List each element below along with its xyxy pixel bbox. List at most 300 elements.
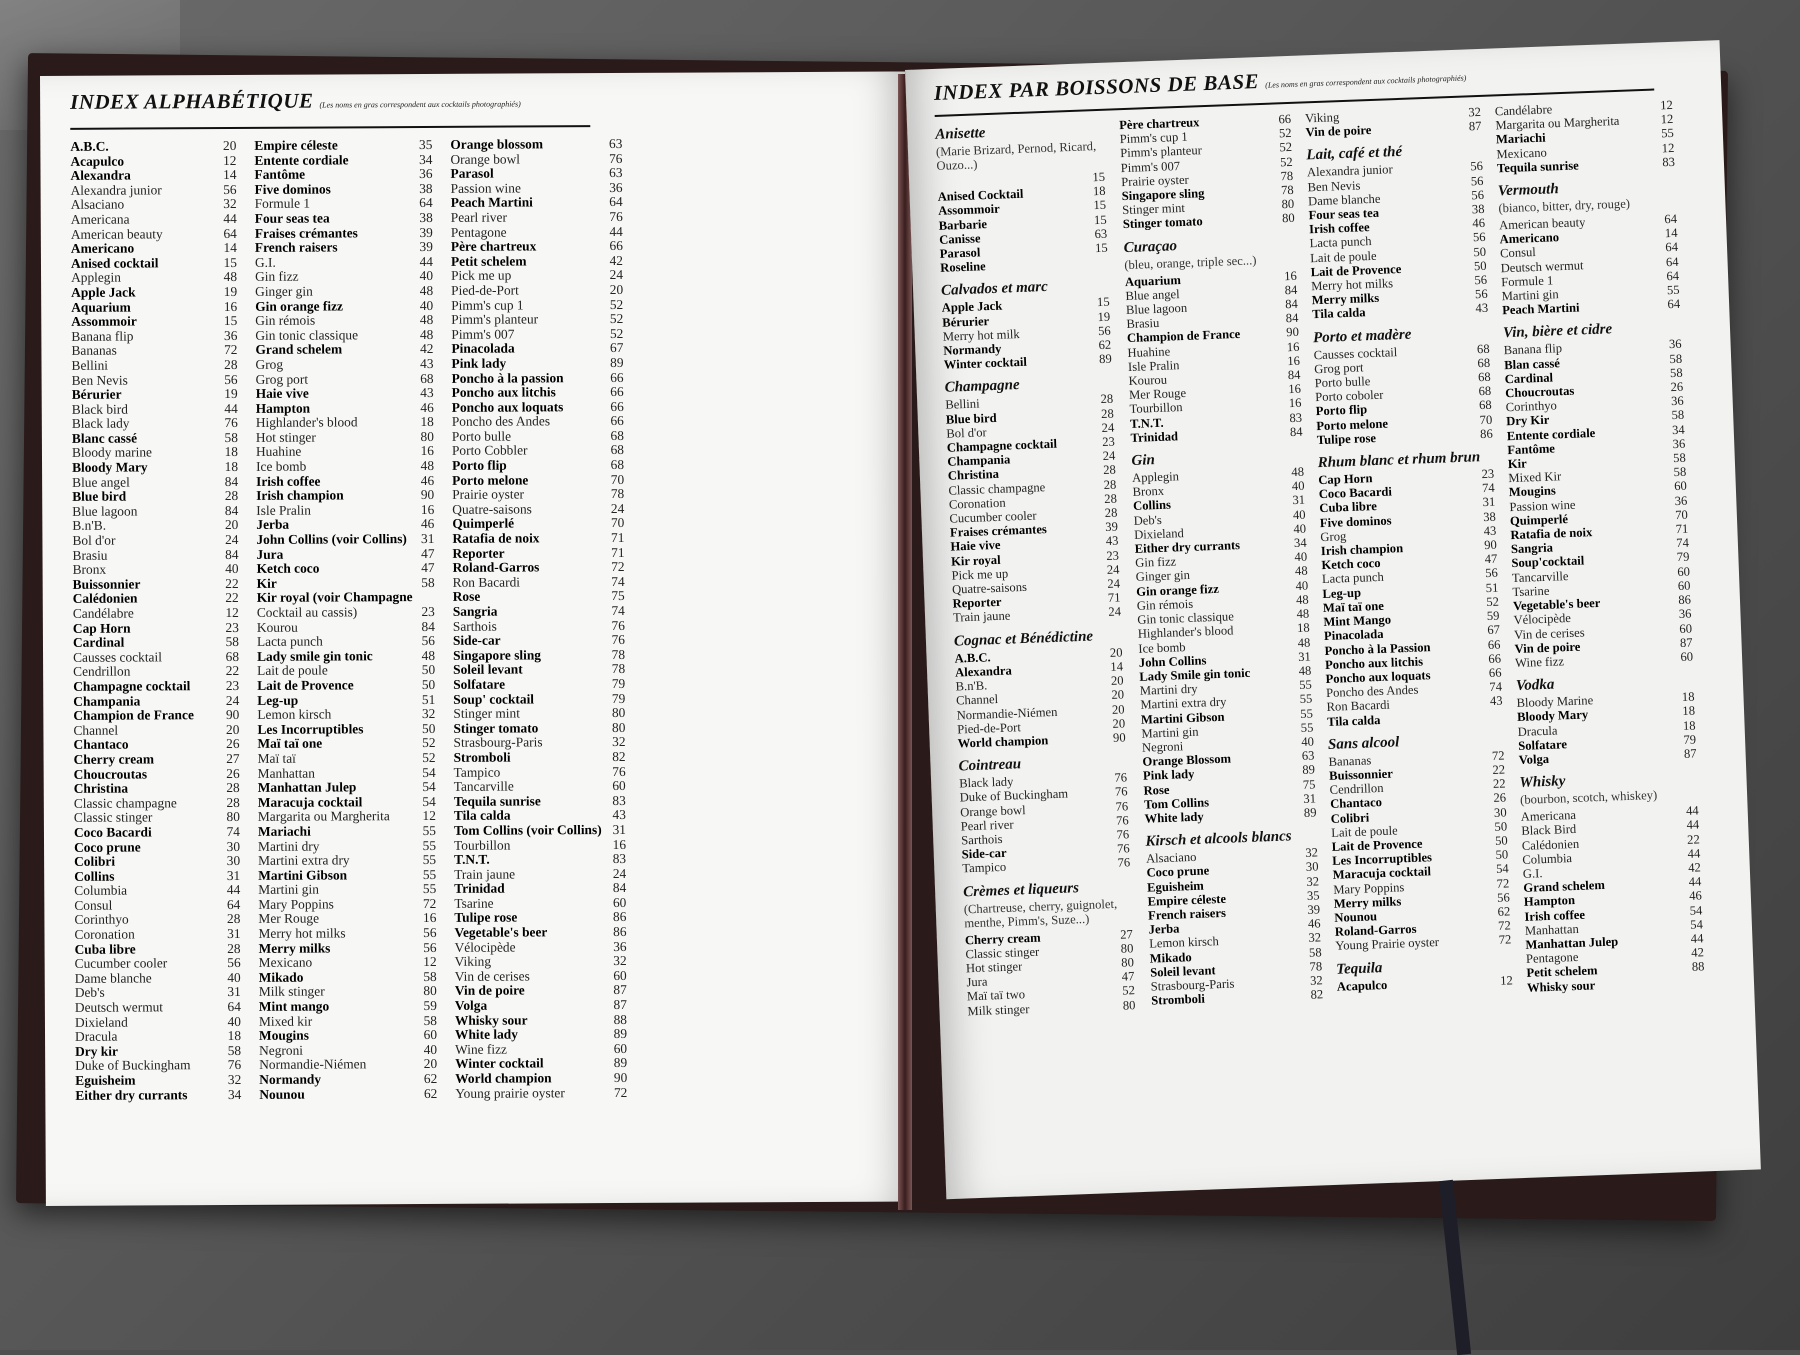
entry-name: Collins bbox=[74, 869, 114, 884]
entry-name: Candélabre bbox=[1495, 102, 1553, 118]
entry-page-number: 48 bbox=[1297, 635, 1310, 650]
entry-page-number: 40 bbox=[1293, 507, 1306, 522]
entry-name: Mariachi bbox=[258, 824, 311, 839]
entry-page-number: 80 bbox=[420, 430, 433, 445]
entry-page-number: 16 bbox=[1288, 382, 1301, 397]
entry-name: Young Prairie oyster bbox=[1335, 935, 1439, 953]
entry-page-number: 19 bbox=[1097, 309, 1110, 324]
index-entry bbox=[255, 269, 433, 285]
entry-name: Mougins bbox=[1509, 484, 1556, 500]
entry-page-number: 52 bbox=[422, 751, 435, 766]
entry-name: Americano bbox=[71, 242, 134, 257]
entry-page-number: 16 bbox=[1287, 354, 1300, 369]
index-entry bbox=[259, 984, 437, 1000]
entry-name: Père chartreux bbox=[451, 240, 536, 255]
entry-name: Pentagone bbox=[1526, 950, 1579, 966]
entry-page-number: 76 bbox=[612, 764, 625, 779]
entry-name: Cap Horn bbox=[73, 621, 131, 636]
entry-page-number: 15 bbox=[1097, 295, 1110, 310]
index-entry bbox=[72, 460, 238, 475]
entry-name: Tourbillon bbox=[1129, 401, 1182, 417]
entry-name: Eguisheim bbox=[75, 1074, 135, 1089]
entry-name: Coronation bbox=[74, 928, 134, 943]
section-title: Sans alcool bbox=[1328, 728, 1505, 754]
entry-name: Normandie-Niémen bbox=[259, 1058, 366, 1073]
entry-page-number: 58 bbox=[1309, 945, 1322, 960]
entry-page-number: 48 bbox=[420, 284, 433, 299]
entry-name: Pimm's cup 1 bbox=[451, 298, 523, 313]
entry-page-number: 20 bbox=[1112, 716, 1125, 731]
entry-name: Champania bbox=[73, 694, 140, 709]
index-entry bbox=[73, 606, 239, 621]
index-entry bbox=[71, 270, 237, 285]
index-entry bbox=[454, 823, 626, 838]
entry-name: Roland-Garros bbox=[453, 561, 540, 576]
entry-page-number: 71 bbox=[611, 531, 624, 546]
entry-name: Train jaune bbox=[953, 609, 1011, 625]
entry-page-number: 23 bbox=[1106, 548, 1119, 563]
entry-name: Corinthyo bbox=[74, 913, 128, 928]
index-section bbox=[1131, 445, 1317, 826]
entry-page-number: 35 bbox=[419, 138, 432, 153]
entry-name: Collins bbox=[1133, 498, 1171, 514]
entry-page-number: 64 bbox=[419, 196, 432, 211]
index-entry bbox=[259, 970, 437, 986]
index-entry bbox=[71, 197, 237, 212]
index-entry bbox=[258, 897, 436, 913]
entry-page-number: 15 bbox=[224, 314, 237, 329]
entry-page-number: 22 bbox=[225, 591, 238, 606]
index-entry bbox=[72, 387, 238, 402]
entry-page-number: 18 bbox=[1683, 718, 1696, 733]
entry-name: Poncho aux litchis bbox=[1325, 654, 1423, 672]
index-entry bbox=[452, 487, 624, 502]
entry-name: Normandie-Niémen bbox=[956, 704, 1057, 722]
entry-name: Grand schelem bbox=[1523, 878, 1605, 895]
index-section bbox=[1497, 175, 1680, 318]
entry-name: French raisers bbox=[1148, 906, 1226, 923]
entry-name: Chantaco bbox=[1330, 795, 1382, 811]
entry-name: Bronx bbox=[1132, 484, 1164, 499]
section-title: Vodka bbox=[1516, 670, 1695, 697]
entry-page-number: 14 bbox=[1665, 226, 1678, 241]
entry-page-number: 42 bbox=[420, 342, 433, 357]
entry-page-number: 74 bbox=[227, 825, 240, 840]
index-entry bbox=[255, 255, 433, 271]
entry-name: Highlander's blood bbox=[1138, 624, 1234, 642]
entry-name: Roland-Garros bbox=[1335, 922, 1417, 939]
section-title: Tequila bbox=[1336, 953, 1513, 979]
entry-page-number: 44 bbox=[1686, 804, 1699, 819]
entry-name: Channel bbox=[956, 692, 998, 708]
entry-page-number: 43 bbox=[1475, 301, 1488, 316]
section-title: Kirsch et alcools blancs bbox=[1145, 826, 1318, 852]
entry-page-number: 30 bbox=[227, 839, 240, 854]
section-title: Rhum blanc et rhum brun bbox=[1317, 447, 1494, 473]
entry-page-number: 56 bbox=[422, 634, 435, 649]
entry-page-number: 19 bbox=[224, 387, 237, 402]
entry-name: Black bird bbox=[72, 402, 128, 417]
index-entry bbox=[255, 342, 433, 358]
entry-name: Vin de poire bbox=[1514, 639, 1580, 656]
entry-page-number: 68 bbox=[1477, 356, 1490, 371]
entry-name: Kir bbox=[257, 577, 277, 592]
entry-name: Vegetable's beer bbox=[454, 925, 547, 940]
entry-page-number: 18 bbox=[225, 445, 238, 460]
entry-page-number: 64 bbox=[1666, 254, 1679, 269]
entry-name bbox=[937, 176, 938, 190]
entry-name: Cardinal bbox=[73, 636, 124, 651]
entry-name: Bloody Mary bbox=[1517, 708, 1588, 725]
entry-page-number: 48 bbox=[1296, 592, 1309, 607]
entry-name: Singapore sling bbox=[1122, 186, 1205, 203]
index-entry bbox=[452, 531, 624, 546]
index-entry bbox=[255, 298, 433, 314]
entry-name: Entente cordiale bbox=[254, 153, 348, 168]
entry-name: Acapulco bbox=[1337, 978, 1388, 994]
entry-name: Classic stinger bbox=[74, 811, 153, 826]
entry-name: Pinacolada bbox=[451, 342, 514, 357]
index-entry bbox=[454, 764, 626, 779]
entry-name: Solfatare bbox=[1518, 737, 1567, 753]
entry-page-number: 62 bbox=[424, 1087, 437, 1102]
entry-name: Porto melone bbox=[452, 473, 528, 488]
entry-name: Pick me up bbox=[451, 269, 511, 284]
entry-name: Ratafia de noix bbox=[1510, 525, 1592, 542]
entry-name: Alexandra bbox=[70, 169, 130, 184]
index-section bbox=[1328, 728, 1512, 953]
entry-name: Irish coffee bbox=[1524, 907, 1585, 923]
entry-name: Hot stinger bbox=[256, 430, 316, 445]
entry-page-number: 52 bbox=[1486, 594, 1499, 609]
index-entry bbox=[254, 167, 432, 183]
entry-name: Tancarville bbox=[454, 780, 514, 795]
index-entry bbox=[257, 561, 435, 577]
entry-name: B.n'B. bbox=[955, 678, 987, 693]
entry-page-number: 60 bbox=[1680, 649, 1693, 664]
index-entry bbox=[71, 314, 237, 329]
entry-name: Mint Mango bbox=[1323, 613, 1391, 630]
index-entry bbox=[75, 1088, 241, 1103]
index-entry bbox=[71, 300, 237, 315]
entry-page-number: 46 bbox=[1689, 889, 1702, 904]
index-entry bbox=[255, 211, 433, 227]
entry-name: Bérurier bbox=[72, 388, 122, 403]
entry-name: Bol d'or bbox=[946, 425, 987, 441]
entry-page-number: 56 bbox=[224, 372, 237, 387]
index-entry bbox=[451, 268, 623, 283]
entry-page-number: 78 bbox=[1280, 169, 1293, 184]
entry-page-number: 70 bbox=[611, 473, 624, 488]
index-column bbox=[254, 138, 437, 1102]
index-entry bbox=[455, 1013, 627, 1028]
entry-name: Blue lagoon bbox=[72, 504, 137, 519]
entry-name: Tequila sunrise bbox=[454, 794, 541, 809]
entry-name: Ron Bacardi bbox=[453, 575, 520, 590]
index-entry bbox=[257, 693, 435, 709]
entry-page-number: 50 bbox=[1473, 244, 1486, 259]
entry-page-number: 20 bbox=[226, 723, 239, 738]
index-entry bbox=[450, 152, 622, 167]
index-entry bbox=[255, 240, 433, 256]
entry-name: Porto flip bbox=[1316, 403, 1368, 419]
entry-name: Volga bbox=[1518, 752, 1549, 767]
index-entry bbox=[73, 723, 239, 738]
entry-page-number: 40 bbox=[1293, 521, 1306, 536]
entry-name: Haie vive bbox=[256, 387, 309, 402]
entry-page-number: 44 bbox=[224, 402, 237, 417]
entry-name: Blue bird bbox=[72, 490, 126, 505]
entry-page-number: 28 bbox=[225, 489, 238, 504]
index-entry bbox=[452, 473, 624, 488]
entry-name: Ben Nevis bbox=[1307, 178, 1360, 194]
entry-page-number: 66 bbox=[610, 400, 623, 415]
entry-name: French raisers bbox=[255, 241, 338, 256]
entry-page-number: 80 bbox=[1120, 941, 1133, 956]
index-entry bbox=[256, 371, 434, 387]
entry-page-number: 32 bbox=[612, 735, 625, 750]
entry-page-number: 55 bbox=[1299, 678, 1312, 693]
entry-page-number: 74 bbox=[611, 575, 624, 590]
entry-name: Lacta punch bbox=[1322, 570, 1384, 586]
entry-name: Normandy bbox=[943, 342, 1002, 358]
entry-name: T.N.T. bbox=[454, 853, 490, 868]
entry-page-number: 50 bbox=[1495, 848, 1508, 863]
index-entry bbox=[72, 504, 238, 519]
entry-page-number: 23 bbox=[225, 621, 238, 636]
entry-page-number: 32 bbox=[422, 707, 435, 722]
entry-page-number: 47 bbox=[421, 561, 434, 576]
entry-name: Mexicano bbox=[1496, 145, 1547, 161]
entry-name: Stromboli bbox=[454, 750, 511, 765]
entry-name: Grog bbox=[255, 358, 283, 373]
entry-name: Sangria bbox=[453, 605, 498, 620]
entry-page-number: 36 bbox=[419, 167, 432, 182]
entry-page-number: 32 bbox=[1468, 105, 1481, 120]
entry-name: Porto flip bbox=[452, 459, 507, 474]
entry-page-number: 84 bbox=[1285, 297, 1298, 312]
entry-page-number: 46 bbox=[420, 401, 433, 416]
entry-page-number: 22 bbox=[225, 577, 238, 592]
entry-page-number: 60 bbox=[1674, 479, 1687, 494]
entry-name: Kourou bbox=[1128, 373, 1167, 389]
entry-name: Canisse bbox=[939, 231, 981, 247]
entry-name: Rose bbox=[453, 590, 481, 605]
entry-name: Poncho des Andes bbox=[1326, 683, 1419, 701]
entry-name: Champion de France bbox=[1127, 327, 1241, 345]
entry-name: Petit schelem bbox=[1526, 964, 1597, 981]
entry-page-number: 40 bbox=[1292, 479, 1305, 494]
entry-name: Negroni bbox=[1142, 739, 1184, 755]
entry-page-number: 72 bbox=[224, 343, 237, 358]
entry-page-number: 14 bbox=[223, 168, 236, 183]
entry-page-number: 20 bbox=[1110, 645, 1123, 660]
index-column bbox=[1494, 92, 1705, 995]
index-entry bbox=[73, 737, 239, 752]
entry-name: Poncho aux loquats bbox=[452, 400, 564, 415]
entry-name: Cardinal bbox=[1504, 370, 1553, 386]
entry-name: Cucumber cooler bbox=[949, 509, 1037, 526]
entry-name: Dame blanche bbox=[75, 971, 152, 986]
index-entry bbox=[73, 650, 239, 665]
entry-name: Grand schelem bbox=[255, 343, 342, 358]
entry-page-number: 20 bbox=[223, 139, 236, 154]
index-column bbox=[935, 113, 1136, 1018]
entry-name: Channel bbox=[73, 723, 118, 738]
entry-name: Calédonien bbox=[73, 592, 138, 607]
entry-name: Deutsch wermut bbox=[1500, 258, 1583, 275]
index-entry bbox=[71, 212, 237, 227]
entry-name: Nounou bbox=[1334, 909, 1377, 925]
index-entry bbox=[74, 752, 240, 767]
entry-page-number: 87 bbox=[613, 998, 626, 1013]
entry-page-number: 40 bbox=[1295, 578, 1308, 593]
entry-name: Martini dry bbox=[1140, 682, 1198, 698]
entry-name: Maï taï two bbox=[967, 988, 1026, 1004]
entry-name: Leg-up bbox=[257, 693, 298, 708]
entry-name: Les Incorruptibles bbox=[257, 722, 363, 737]
section-title: Calvados et marc bbox=[941, 275, 1110, 301]
entry-name: Champion de France bbox=[73, 708, 194, 723]
entry-name: Hampton bbox=[1524, 893, 1576, 909]
entry-page-number: 12 bbox=[423, 955, 436, 970]
entry-name: Vin de cerises bbox=[1514, 625, 1585, 642]
index-entry bbox=[454, 837, 626, 852]
entry-page-number: 19 bbox=[224, 285, 237, 300]
entry-page-number: 60 bbox=[612, 779, 625, 794]
entry-name: Maï taï one bbox=[257, 737, 322, 752]
entry-page-number: 66 bbox=[1488, 637, 1501, 652]
entry-name: Manhattan bbox=[1525, 922, 1579, 938]
entry-page-number: 58 bbox=[423, 970, 436, 985]
entry-page-number: 68 bbox=[226, 650, 239, 665]
entry-page-number: 90 bbox=[1286, 325, 1299, 340]
entry-name: Dry kir bbox=[75, 1044, 118, 1059]
entry-name: Martini dry bbox=[258, 839, 319, 854]
entry-name: Tila calda bbox=[454, 809, 511, 824]
index-entry bbox=[256, 415, 434, 431]
entry-name: Mint mango bbox=[259, 1000, 329, 1015]
index-entry bbox=[455, 969, 627, 984]
entry-name: Tancarville bbox=[1512, 569, 1569, 585]
entry-page-number: 79 bbox=[612, 692, 625, 707]
entry-page-number: 12 bbox=[1660, 98, 1673, 113]
index-section bbox=[1317, 447, 1503, 729]
entry-page-number: 46 bbox=[421, 474, 434, 489]
entry-name: Manhattan bbox=[258, 766, 315, 781]
entry-name: Margarita ou Margherita bbox=[258, 809, 390, 824]
entry-name: Poncho des Andes bbox=[452, 415, 550, 430]
entry-name: Duke of Buckingham bbox=[75, 1059, 190, 1074]
entry-page-number: 72 bbox=[1498, 919, 1511, 934]
entry-page-number: 66 bbox=[1278, 112, 1291, 127]
entry-page-number: 58 bbox=[226, 635, 239, 650]
left-title-text: INDEX ALPHABÉTIQUE bbox=[70, 89, 313, 114]
entry-page-number: 55 bbox=[1301, 720, 1314, 735]
index-entry bbox=[453, 619, 625, 634]
entry-name: Pink lady bbox=[1143, 767, 1195, 783]
entry-name: Hampton bbox=[256, 401, 310, 416]
entry-page-number: 72 bbox=[423, 897, 436, 912]
entry-page-number: 56 bbox=[1475, 287, 1488, 302]
entry-page-number: 60 bbox=[1678, 578, 1691, 593]
entry-page-number: 20 bbox=[1112, 702, 1125, 717]
entry-page-number: 86 bbox=[613, 925, 626, 940]
entry-name: Stinger tomato bbox=[453, 721, 538, 736]
index-entry bbox=[452, 429, 624, 444]
entry-page-number: 20 bbox=[424, 1057, 437, 1072]
entry-page-number: 44 bbox=[223, 212, 236, 227]
entry-name: Porto bulle bbox=[1314, 374, 1370, 390]
index-entry bbox=[452, 385, 624, 400]
entry-page-number: 56 bbox=[1474, 273, 1487, 288]
entry-page-number: 78 bbox=[1309, 959, 1322, 974]
entry-name: Margarita ou Margherita bbox=[1495, 114, 1619, 133]
entry-page-number: 75 bbox=[1303, 777, 1316, 792]
index-entry bbox=[74, 883, 240, 898]
entry-page-number: 58 bbox=[1669, 351, 1682, 366]
entry-page-number: 88 bbox=[614, 1013, 627, 1028]
entry-name: Pimm's cup 1 bbox=[1119, 130, 1188, 147]
entry-name: Grog port bbox=[1314, 360, 1364, 376]
entry-page-number: 36 bbox=[1679, 607, 1692, 622]
index-entry bbox=[71, 285, 237, 300]
section-note: (bleu, orange, triple sec...) bbox=[1124, 251, 1296, 271]
entry-name: Jura bbox=[256, 547, 283, 562]
entry-page-number: 31 bbox=[227, 927, 240, 942]
entry-page-number: 55 bbox=[1300, 706, 1313, 721]
entry-page-number: 16 bbox=[421, 444, 434, 459]
entry-page-number: 48 bbox=[1295, 564, 1308, 579]
entry-name: Ben Nevis bbox=[72, 373, 128, 388]
index-entry bbox=[256, 430, 434, 446]
entry-page-number: 58 bbox=[1670, 366, 1683, 381]
index-entry bbox=[72, 372, 238, 387]
entry-name: Lait de Provence bbox=[257, 678, 354, 693]
entry-name: Vin de poire bbox=[1305, 123, 1371, 140]
entry-name: Poncho aux loquats bbox=[1325, 668, 1430, 686]
entry-page-number: 70 bbox=[611, 516, 624, 531]
entry-page-number: 43 bbox=[420, 357, 433, 372]
index-section bbox=[1503, 317, 1694, 670]
index-entry bbox=[256, 386, 434, 402]
entry-page-number: 23 bbox=[1481, 467, 1494, 482]
entry-name: Bloody marine bbox=[72, 446, 152, 461]
entry-page-number: 31 bbox=[1292, 493, 1305, 508]
index-entry bbox=[74, 912, 240, 927]
entry-page-number: 23 bbox=[226, 679, 239, 694]
entry-name: Sarthois bbox=[961, 832, 1003, 848]
entry-page-number: 54 bbox=[1690, 917, 1703, 932]
entry-page-number: 48 bbox=[1296, 607, 1309, 622]
entry-page-number: 78 bbox=[612, 662, 625, 677]
entry-name: Martini Gibson bbox=[1141, 709, 1225, 726]
index-column bbox=[450, 137, 627, 1101]
entry-name: Banana flip bbox=[1503, 342, 1562, 358]
entry-name: Merry milks bbox=[1334, 894, 1402, 911]
entry-page-number: 39 bbox=[419, 226, 432, 241]
index-entry bbox=[258, 911, 436, 927]
entry-page-number: 50 bbox=[422, 663, 435, 678]
entry-page-number: 36 bbox=[1674, 493, 1687, 508]
index-section bbox=[1119, 112, 1295, 232]
index-entry bbox=[70, 139, 236, 154]
index-entry bbox=[75, 1029, 241, 1044]
entry-page-number: 63 bbox=[1094, 227, 1107, 242]
entry-name: Classic champagne bbox=[948, 480, 1045, 498]
entry-name: Sangria bbox=[1511, 541, 1553, 557]
entry-name: Milk stinger bbox=[259, 985, 325, 1000]
